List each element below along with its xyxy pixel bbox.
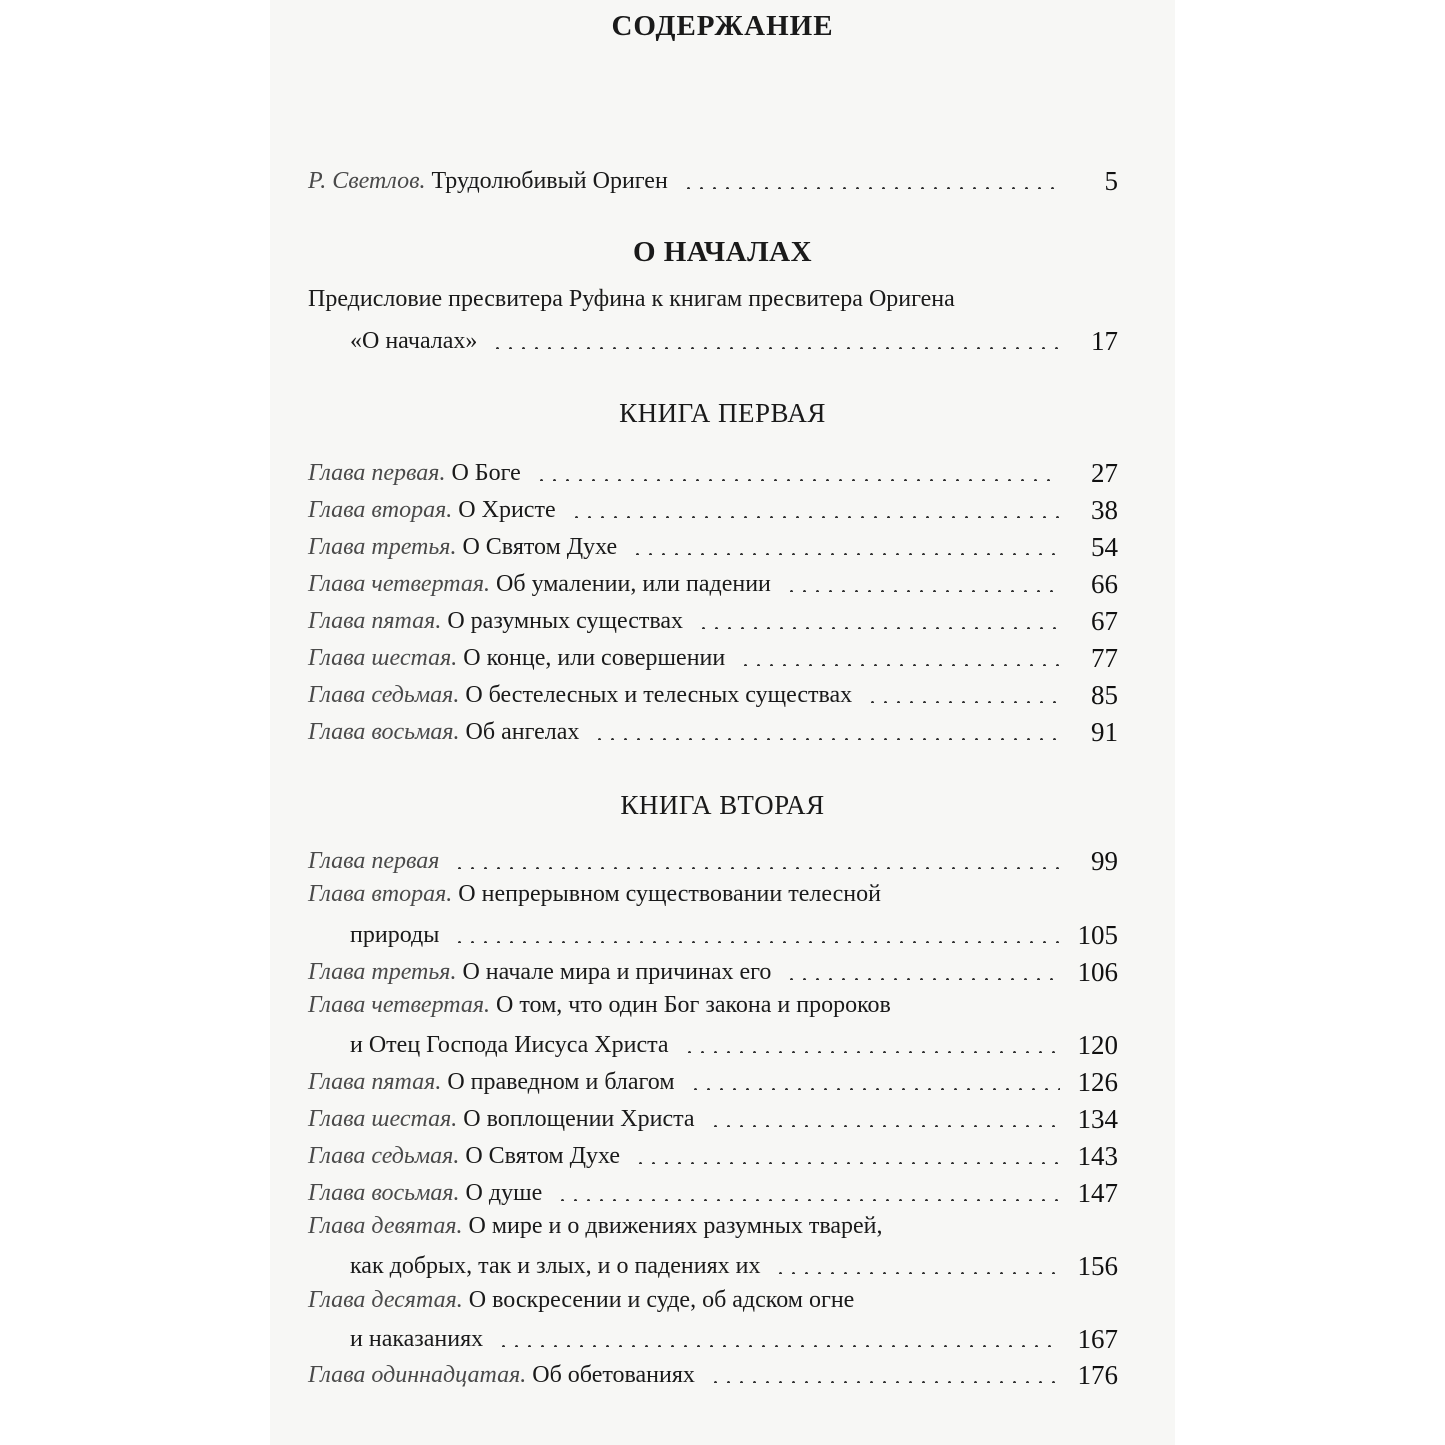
page-number: 54 bbox=[1091, 532, 1118, 562]
toc-entry-b2-ch6[interactable] bbox=[308, 1098, 1118, 1134]
page-number: 143 bbox=[1077, 1141, 1118, 1171]
dot-leader bbox=[785, 590, 1060, 592]
chapter-title: Об умалении, или падении bbox=[496, 571, 771, 597]
page-number: 17 bbox=[1091, 326, 1118, 356]
dot-leader bbox=[556, 1199, 1060, 1201]
dot-leader bbox=[453, 867, 1060, 869]
chapter-label: Глава седьмая. bbox=[308, 682, 460, 708]
dot-leader bbox=[570, 516, 1060, 518]
dot-leader bbox=[631, 553, 1060, 555]
page-number: 99 bbox=[1091, 846, 1118, 876]
toc-entry-b2-ch3[interactable] bbox=[308, 951, 1118, 987]
chapter-title: О Христе bbox=[458, 497, 556, 523]
chapter-label: Глава вторая. bbox=[308, 497, 453, 523]
toc-entry-preface-line2[interactable] bbox=[308, 320, 1118, 356]
chapter-title: О том, что один Бог закона и пророков bbox=[496, 992, 891, 1018]
dot-leader bbox=[709, 1125, 1060, 1127]
dot-leader bbox=[689, 1088, 1060, 1090]
chapter-label: Глава первая bbox=[308, 848, 440, 874]
page-number: 66 bbox=[1091, 569, 1118, 599]
dot-leader bbox=[682, 187, 1060, 189]
toc-entry-intro[interactable] bbox=[308, 160, 1118, 196]
chapter-label: Глава первая. bbox=[308, 460, 446, 486]
toc-entry-b1-ch7[interactable] bbox=[308, 674, 1118, 710]
chapter-title: О праведном и благом bbox=[447, 1069, 675, 1095]
chapter-title: О разумных существах bbox=[447, 608, 684, 634]
dot-leader bbox=[497, 1345, 1060, 1347]
chapter-title: О душе bbox=[465, 1180, 543, 1206]
chapter-title: О Боге bbox=[451, 460, 521, 486]
chapter-label: Глава шестая. bbox=[308, 645, 458, 671]
chapter-title: О воскресении и суде, об адском огне bbox=[468, 1287, 855, 1313]
dot-leader bbox=[866, 701, 1060, 703]
entry-title: Трудолюбивый Ориген bbox=[431, 168, 668, 194]
toc-entry-b2-ch10-line2[interactable] bbox=[308, 1318, 1118, 1354]
toc-entry-b2-ch10-line1[interactable] bbox=[308, 1285, 1118, 1321]
page-number: 91 bbox=[1091, 717, 1118, 747]
chapter-title-cont: как добрых, так и злых, и о падениях их bbox=[350, 1253, 761, 1279]
page-number: 147 bbox=[1077, 1178, 1118, 1208]
page-number: 38 bbox=[1091, 495, 1118, 525]
page-number: 134 bbox=[1077, 1104, 1118, 1134]
page-title: СОДЕРЖАНИЕ bbox=[611, 10, 834, 42]
dot-leader bbox=[453, 941, 1060, 943]
page-number: 156 bbox=[1077, 1251, 1118, 1281]
page-number: 120 bbox=[1077, 1030, 1118, 1060]
toc-entry-b2-ch2-line2[interactable] bbox=[308, 914, 1118, 950]
dot-leader bbox=[709, 1381, 1060, 1383]
toc-entry-b1-ch1[interactable] bbox=[308, 452, 1118, 488]
toc-entry-b1-ch2[interactable] bbox=[308, 489, 1118, 525]
chapter-title-cont: природы bbox=[350, 922, 440, 948]
page-number: 67 bbox=[1091, 606, 1118, 636]
toc-entry-b2-ch4-line1[interactable] bbox=[308, 990, 1118, 1026]
book-two-title: КНИГА ВТОРАЯ bbox=[620, 790, 825, 820]
dot-leader bbox=[739, 664, 1060, 666]
toc-entry-b2-ch2-line1[interactable] bbox=[308, 879, 1118, 915]
dot-leader bbox=[683, 1051, 1060, 1053]
page-number: 27 bbox=[1091, 458, 1118, 488]
chapter-title: Об ангелах bbox=[465, 719, 580, 745]
dot-leader bbox=[634, 1162, 1060, 1164]
toc-entry-b1-ch6[interactable] bbox=[308, 637, 1118, 673]
chapter-label: Глава третья. bbox=[308, 959, 457, 985]
entry-author: Р. Светлов. bbox=[308, 168, 426, 194]
chapter-label: Глава четвертая. bbox=[308, 992, 491, 1018]
book-one-title: КНИГА ПЕРВАЯ bbox=[619, 398, 826, 428]
chapter-title-cont: и наказаниях bbox=[350, 1326, 484, 1352]
chapter-label: Глава четвертая. bbox=[308, 571, 491, 597]
dot-leader bbox=[491, 347, 1060, 349]
page-number: 77 bbox=[1091, 643, 1118, 673]
chapter-title: О Святом Духе bbox=[462, 534, 618, 560]
dot-leader bbox=[785, 978, 1060, 980]
chapter-label: Глава шестая. bbox=[308, 1106, 458, 1132]
toc-entry-b2-ch4-line2[interactable] bbox=[308, 1024, 1118, 1060]
toc-entry-b1-ch4[interactable] bbox=[308, 563, 1118, 599]
chapter-label: Глава седьмая. bbox=[308, 1143, 460, 1169]
chapter-title: О начале мира и причинах его bbox=[462, 959, 772, 985]
chapter-title-cont: и Отец Господа Иисуса Христа bbox=[350, 1032, 669, 1058]
chapter-title: О мире и о движениях разумных тварей, bbox=[468, 1213, 883, 1239]
page-number: 106 bbox=[1077, 957, 1118, 987]
chapter-title: О Святом Духе bbox=[465, 1143, 621, 1169]
page-number: 167 bbox=[1077, 1324, 1118, 1354]
chapter-label: Глава третья. bbox=[308, 534, 457, 560]
chapter-label: Глава вторая. bbox=[308, 881, 453, 907]
page-number: 126 bbox=[1077, 1067, 1118, 1097]
toc-entry-b2-ch7[interactable] bbox=[308, 1135, 1118, 1171]
chapter-title: О непрерывном существовании телесной bbox=[458, 881, 881, 907]
chapter-label: Глава пятая. bbox=[308, 608, 442, 634]
toc-entry-b2-ch8[interactable] bbox=[308, 1172, 1118, 1208]
entry-title: Предисловие пресвитера Руфина к книгам пресвитера Оригена bbox=[308, 286, 955, 312]
page-number: 105 bbox=[1077, 920, 1118, 950]
page-number: 176 bbox=[1077, 1360, 1118, 1390]
dot-leader bbox=[535, 479, 1060, 481]
chapter-label: Глава пятая. bbox=[308, 1069, 442, 1095]
chapter-title: О бестелесных и телесных существах bbox=[465, 682, 853, 708]
toc-entry-b1-ch3[interactable] bbox=[308, 526, 1118, 562]
part-title: О НАЧАЛАХ bbox=[632, 236, 813, 268]
toc-entry-b2-ch9-line1[interactable] bbox=[308, 1211, 1118, 1247]
toc-entry-b2-ch9-line2[interactable] bbox=[308, 1245, 1118, 1281]
chapter-label: Глава одиннадцатая. bbox=[308, 1362, 527, 1388]
dot-leader bbox=[697, 627, 1060, 629]
dot-leader bbox=[593, 738, 1060, 740]
chapter-title: Об обетованиях bbox=[532, 1362, 695, 1388]
chapter-title: О конце, или совершении bbox=[463, 645, 726, 671]
toc-entry-b2-ch11[interactable] bbox=[308, 1354, 1118, 1390]
toc-entry-b1-ch8[interactable] bbox=[308, 711, 1118, 747]
toc-entry-b2-ch1[interactable] bbox=[308, 840, 1118, 876]
toc-entry-b1-ch5[interactable] bbox=[308, 600, 1118, 636]
dot-leader bbox=[774, 1272, 1060, 1274]
chapter-label: Глава десятая. bbox=[308, 1287, 463, 1313]
chapter-label: Глава восьмая. bbox=[308, 1180, 460, 1206]
page-number: 85 bbox=[1091, 680, 1118, 710]
entry-title-cont: «О началах» bbox=[350, 328, 478, 354]
toc-entry-preface-line1[interactable] bbox=[308, 284, 1118, 320]
chapter-title: О воплощении Христа bbox=[463, 1106, 695, 1132]
toc-entry-b2-ch5[interactable] bbox=[308, 1061, 1118, 1097]
book-page bbox=[270, 0, 1175, 1445]
page-number: 5 bbox=[1104, 166, 1118, 196]
chapter-label: Глава восьмая. bbox=[308, 719, 460, 745]
chapter-label: Глава девятая. bbox=[308, 1213, 463, 1239]
